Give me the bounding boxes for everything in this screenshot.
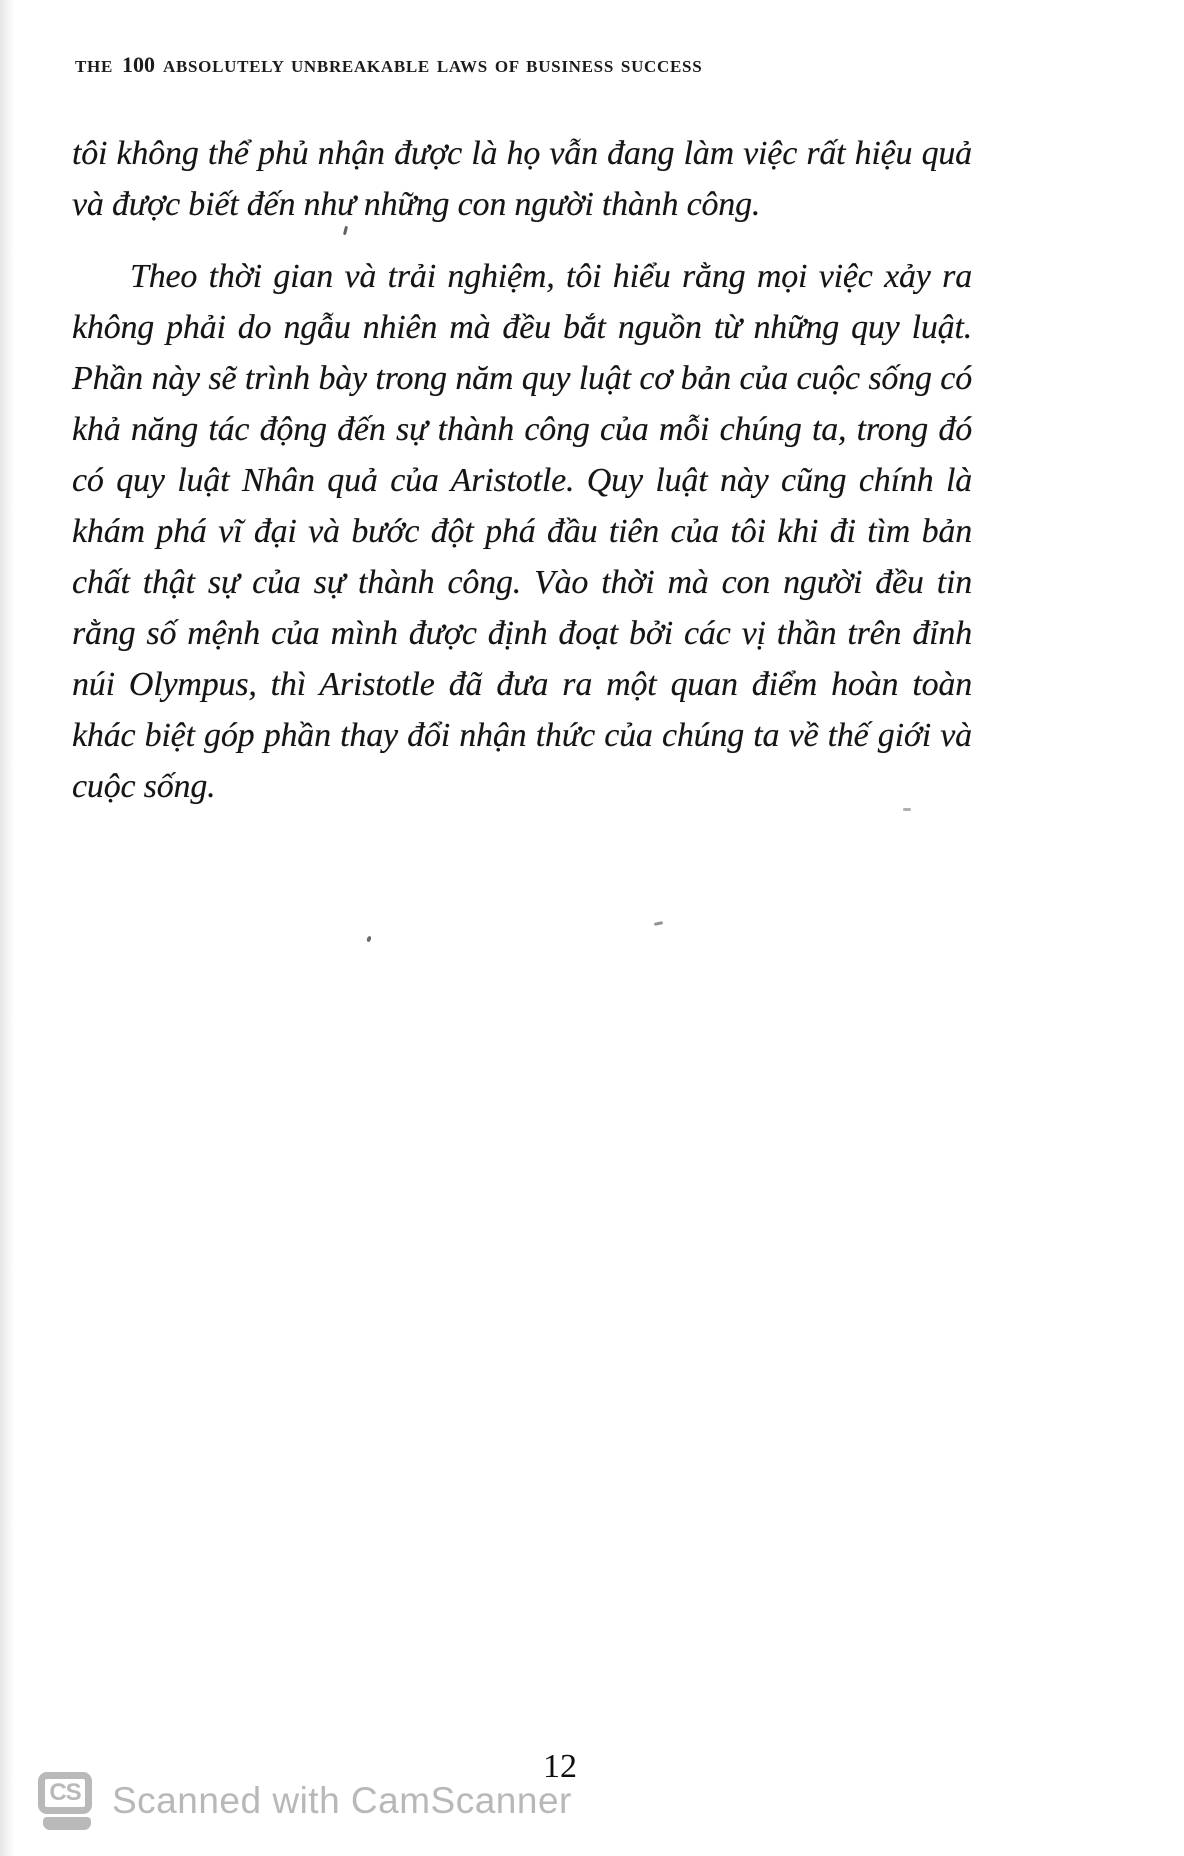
header-title-rest: ABSOLUTELY UNBREAKABLE LAWS OF BUSINESS SUCCESS — [162, 57, 703, 76]
page-body — [72, 128, 972, 812]
scan-artifact-mark — [654, 921, 663, 926]
camscanner-watermark — [38, 1772, 572, 1830]
running-header — [75, 52, 702, 78]
watermark-label: Scanned with CamScanner — [112, 1780, 572, 1821]
paragraph-2: Theo thời gian và trải nghiệm, tôi hiểu rằng mọi việc xảy ra không phải do ngẫu nhiên mà đều bắt nguồn từ những quy luật. Phần này sẽ trình bày trong năm quy luật cơ bản của cuộc sống có khả năng tác động đến sự thành công của mỗi chúng ta, trong đó có quy luật Nhân quả của Aristotle. Quy luật này cũng chính là khám phá vĩ đại và bước đột phá đầu tiên của tôi khi đi tìm bản chất thật sự của sự thành công. Vào thời mà con người đều tin rằng số mệnh của mình được định đoạt bởi các vị thần trên đỉnh núi Olympus, thì Aristotle đã đưa ra một quan điểm hoàn toàn khác biệt góp phần thay đổi nhận thức của chúng ta về thế giới và cuộc sống. — [72, 258, 972, 805]
header-title-number: 100 — [121, 52, 155, 77]
page-number: 12 — [543, 1748, 577, 1785]
scan-edge-shadow — [0, 0, 14, 1856]
camscanner-logo-base — [43, 1817, 91, 1830]
camscanner-logo-letters: CS — [49, 1779, 81, 1806]
header-title-prefix: THE — [75, 57, 114, 76]
camscanner-logo-icon — [38, 1772, 96, 1830]
scan-artifact-mark — [366, 935, 372, 942]
paragraph-1: tôi không thể phủ nhận được là họ vẫn đang làm việc rất hiệu quả và được biết đến như những con người thành công. — [72, 135, 972, 223]
camscanner-logo-box — [38, 1772, 92, 1814]
